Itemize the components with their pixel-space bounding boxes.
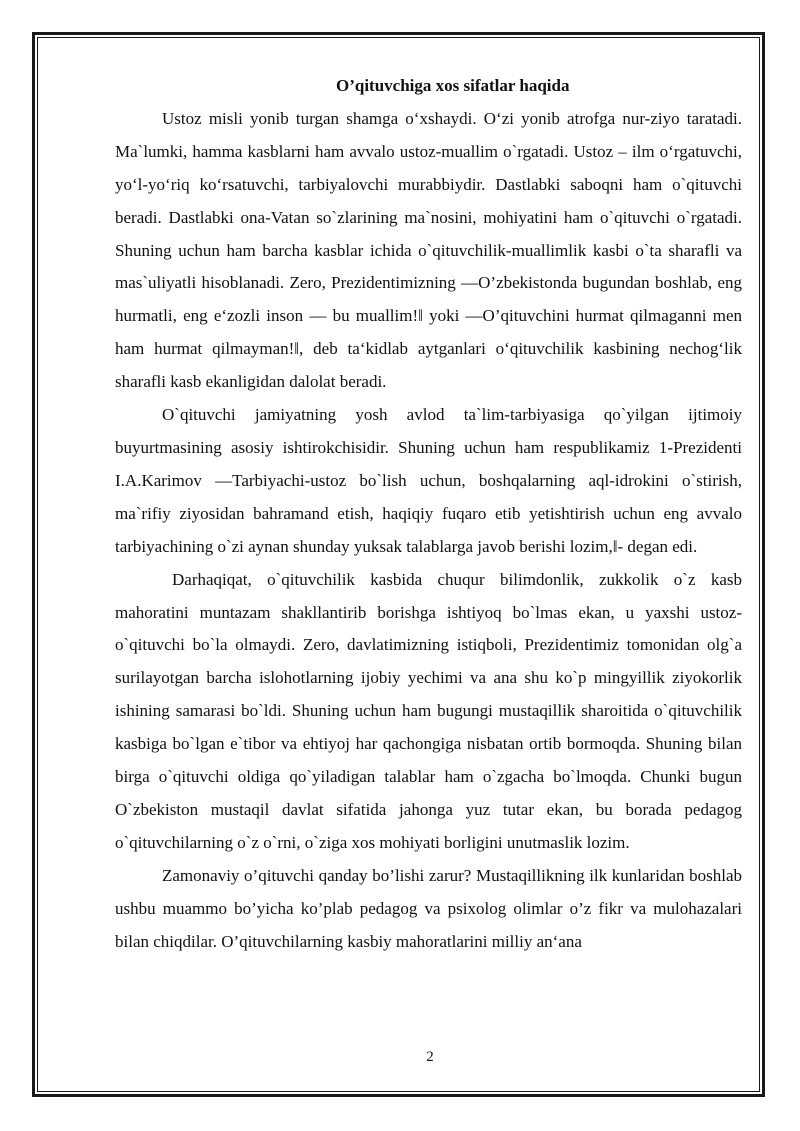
paragraph-4: Zamonaviy o’qituvchi qanday bo’lishi zarur? Mustaqillikning ilk kunlaridan boshlab ushbu muammo bo’yicha ko’plab pedagog va psixolog olimlar o’z fikr va mulohazalari bilan chiqdilar. O’qituvchilarning kasbiy mahoratlarini milliy an‘ana — [115, 865, 742, 951]
paragraph-2: O`qituvchi jamiyatning yosh avlod ta`lim-tarbiyasiga qo`yilgan ijtimoiy buyurtmasining asosiy ishtirokchisidir. Shuning uchun ham respublikamiz 1-Prezidenti I.A.Karimov ―Tarbiyachi-ustoz bo`lish uchun, boshqalarning aql-idrokini o`stirish, ma`rifiy ziyosidan bahramand etish, haqiqiy fuqaro etib yetishtirish uchun eng avvalo tarbiyachining o`zi aynan shunday yuksak talablarga javob berishi lozim,‖- degan edi. — [115, 405, 742, 556]
paragraph-3: Darhaqiqat, o`qituvchilik kasbida chuqur bilimdonlik, zukkolik o`z kasb mahoratini muntazam shakllantirib borishga ishtiyoq bo`lmas ekan, u yaxshi ustoz-o`qituvchi bo`la olmaydi. Zero, davlatimizning istiqboli, Prezidentimiz tomonidan olg`a surilayotgan barcha islohotlarning ijobiy yechimi va ana shu ko`p mingyillik ziyokorlik ishining samarasi bo`ldi. Shuning uchun ham bugungi mustaqillik sharoitida o`qituvchilik kasbiga bo`lgan e`tibor va ehtiyoj har qachongiga nisbatan ortib bormoqda. Shuning bilan birga o`qituvchi oldiga qo`yiladigan talablar ham o`zgacha bo`lmoqda. Chunki bugun O`zbekiston mustaqil davlat sifatida jahonga yuz tutar ekan, bu borada pedagog o`qituvchilarning o`z o`rni, o`ziga xos mohiyati borligini unutmaslik lozim. — [115, 569, 742, 852]
document-title: O’qituvchiga xos sifatlar haqida — [336, 76, 570, 95]
page-number: 2 — [426, 1049, 434, 1065]
document-body — [115, 70, 742, 958]
paragraph-1: Ustoz misli yonib turgan shamga o‘xshaydi. O‘zi yonib atrofga nur-ziyo taratadi. Ma`lumki, hamma kasblarni ham avvalo ustoz-muallim o`rgatadi. Ustoz – ilm o‘rgatuvchi, yo‘l-yo‘riq ko‘rsatuvchi, tarbiyalovchi murabbiydir. Dastlabki saboqni ham o`qituvchi beradi. Dastlabki ona-Vatan so`zlarining ma`nosini, mohiyatini ham o`qituvchi o`rgatadi. Shuning uchun ham barcha kasblar ichida o`qituvchilik-muallimlik kasbi o`ta sharafli va mas`uliyatli hisoblanadi. Zero, Prezidentimizning ―O’zbekistonda bugundan boshlab, eng hurmatli, eng e‘zozli inson — bu muallim!‖ yoki ―O’qituvchini hurmat qilmaganni men ham hurmat qilmayman!‖, deb ta‘kidlab aytganlari o‘qituvchilik kasbining nechog‘lik sharafli kasb ekanligidan dalolat beradi. — [115, 108, 742, 392]
